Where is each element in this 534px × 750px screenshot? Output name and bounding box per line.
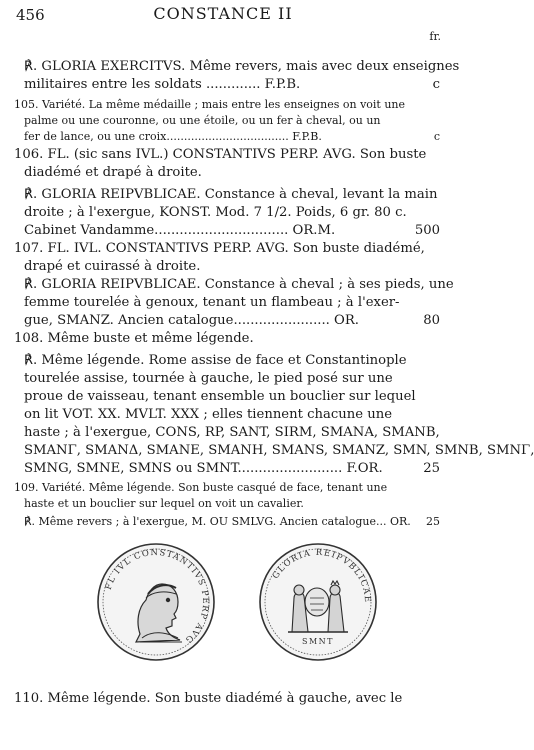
- entry-e106: [14, 146, 427, 182]
- obverse-coin: [96, 542, 216, 662]
- obverse-legend: FL IVL CONSTANTIVS PERP AVG: [103, 547, 211, 646]
- price-value: c: [432, 77, 440, 92]
- entry-line: haste et un bouclier sur lequel on voit un cavalier.: [24, 497, 304, 510]
- page-number: 456: [16, 6, 45, 24]
- entry-line: ℟. GLORIA REIPVBLICAE. Constance à cheval, levant la main: [24, 187, 438, 202]
- reverse-exergue: SMNT: [301, 637, 335, 646]
- entry-line: ℟. Même revers ; à l'exergue, M. OU SMLVG. Ancien catalogue... OR.: [24, 515, 411, 528]
- reverse-legend: GLORIA REIPVBLICAE: [270, 547, 373, 604]
- running-title: CONSTANCE II: [153, 4, 293, 23]
- entry-line: tourelée assise, tournée à gauche, le pied posé sur une: [24, 371, 393, 386]
- reverse-coin: [258, 542, 378, 662]
- entry-line: ℟. GLORIA REIPVBLICAE. Constance à cheval ; à ses pieds, une: [24, 277, 454, 292]
- entry-line: droite ; à l'exergue, KONST. Mod. 7 1/2. Poids, 6 gr. 80 c.: [24, 205, 407, 220]
- entry-line: 110. Même légende. Son buste diadémé à gauche, avec le: [14, 691, 403, 706]
- price-value: 80: [423, 313, 440, 328]
- entry-line: femme tourelée à genoux, tenant un flambeau ; à l'exer-: [24, 295, 400, 310]
- entry-line: 108. Même buste et même légende.: [14, 331, 254, 346]
- reverse-coin-drawing: [258, 542, 378, 662]
- price-value: 25: [426, 515, 440, 528]
- entry-r1: [14, 58, 460, 94]
- entry-line: 106. FL. (sic sans IVL.) CONSTANTIVS PERP. AVG. Son buste: [14, 147, 427, 162]
- entry-line: ℟. GLORIA EXERCITVS. Même revers, mais avec deux enseignes: [24, 59, 460, 74]
- entry-line: ℟. Même légende. Rome assise de face et Constantinople: [24, 353, 407, 368]
- entry-line: drapé et cuirassé à droite.: [24, 259, 201, 274]
- entry-line: 105. Variété. La même médaille ; mais entre les enseignes on voit une: [14, 98, 406, 111]
- entry-e110: [14, 690, 403, 708]
- entry-e107: [14, 240, 425, 276]
- entry-line: SMNG, SMNΕ, SMNS ou SMNT......................... F.OR.: [24, 461, 383, 476]
- entry-line: 109. Variété. Même légende. Son buste casqué de face, tenant une: [14, 481, 388, 494]
- price-value: c: [433, 130, 440, 143]
- entry-line: gue, SMANZ. Ancien catalogue....................... OR.: [24, 313, 359, 328]
- entry-line: haste ; à l'exergue, CONS, RP, SANT, SIRM, SMANA, SMANB,: [24, 425, 440, 440]
- entry-e108: [14, 330, 394, 348]
- entry-line: proue de vaisseau, tenant ensemble un bouclier sur lequel: [24, 389, 416, 404]
- entry-r109: [14, 514, 411, 530]
- entry-line: Cabinet Vandamme................................ OR.M.: [24, 223, 336, 238]
- price-value: 25: [423, 461, 440, 476]
- entry-v109: [14, 480, 394, 512]
- entry-line: diadémé et drapé à droite.: [24, 165, 202, 180]
- entry-line: fer de lance, ou une croix................................... F.P.B.: [24, 130, 322, 143]
- entry-line: 107. FL. IVL. CONSTANTIVS PERP. AVG. Son buste diadémé,: [14, 241, 425, 256]
- entry-v105: [14, 97, 406, 145]
- entry-line: militaires entre les soldats ............. F.P.B.: [24, 77, 301, 92]
- unit-label: fr.: [429, 30, 441, 43]
- price-value: 500: [414, 223, 440, 238]
- entry-line: on lit VOT. XX. MVLT. XXX ; elles tiennent chacune une: [24, 407, 392, 422]
- entry-line: SMANΓ, SMANΔ, SMANΕ, SMANH, SMANS, SMANZ, SMN, SMNB, SMNΓ,: [24, 443, 534, 458]
- coin-illustrations: [96, 542, 378, 662]
- entry-line: palme ou une couronne, ou une étoile, ou un fer à cheval, ou un: [24, 114, 381, 127]
- obverse-coin-drawing: [96, 542, 216, 662]
